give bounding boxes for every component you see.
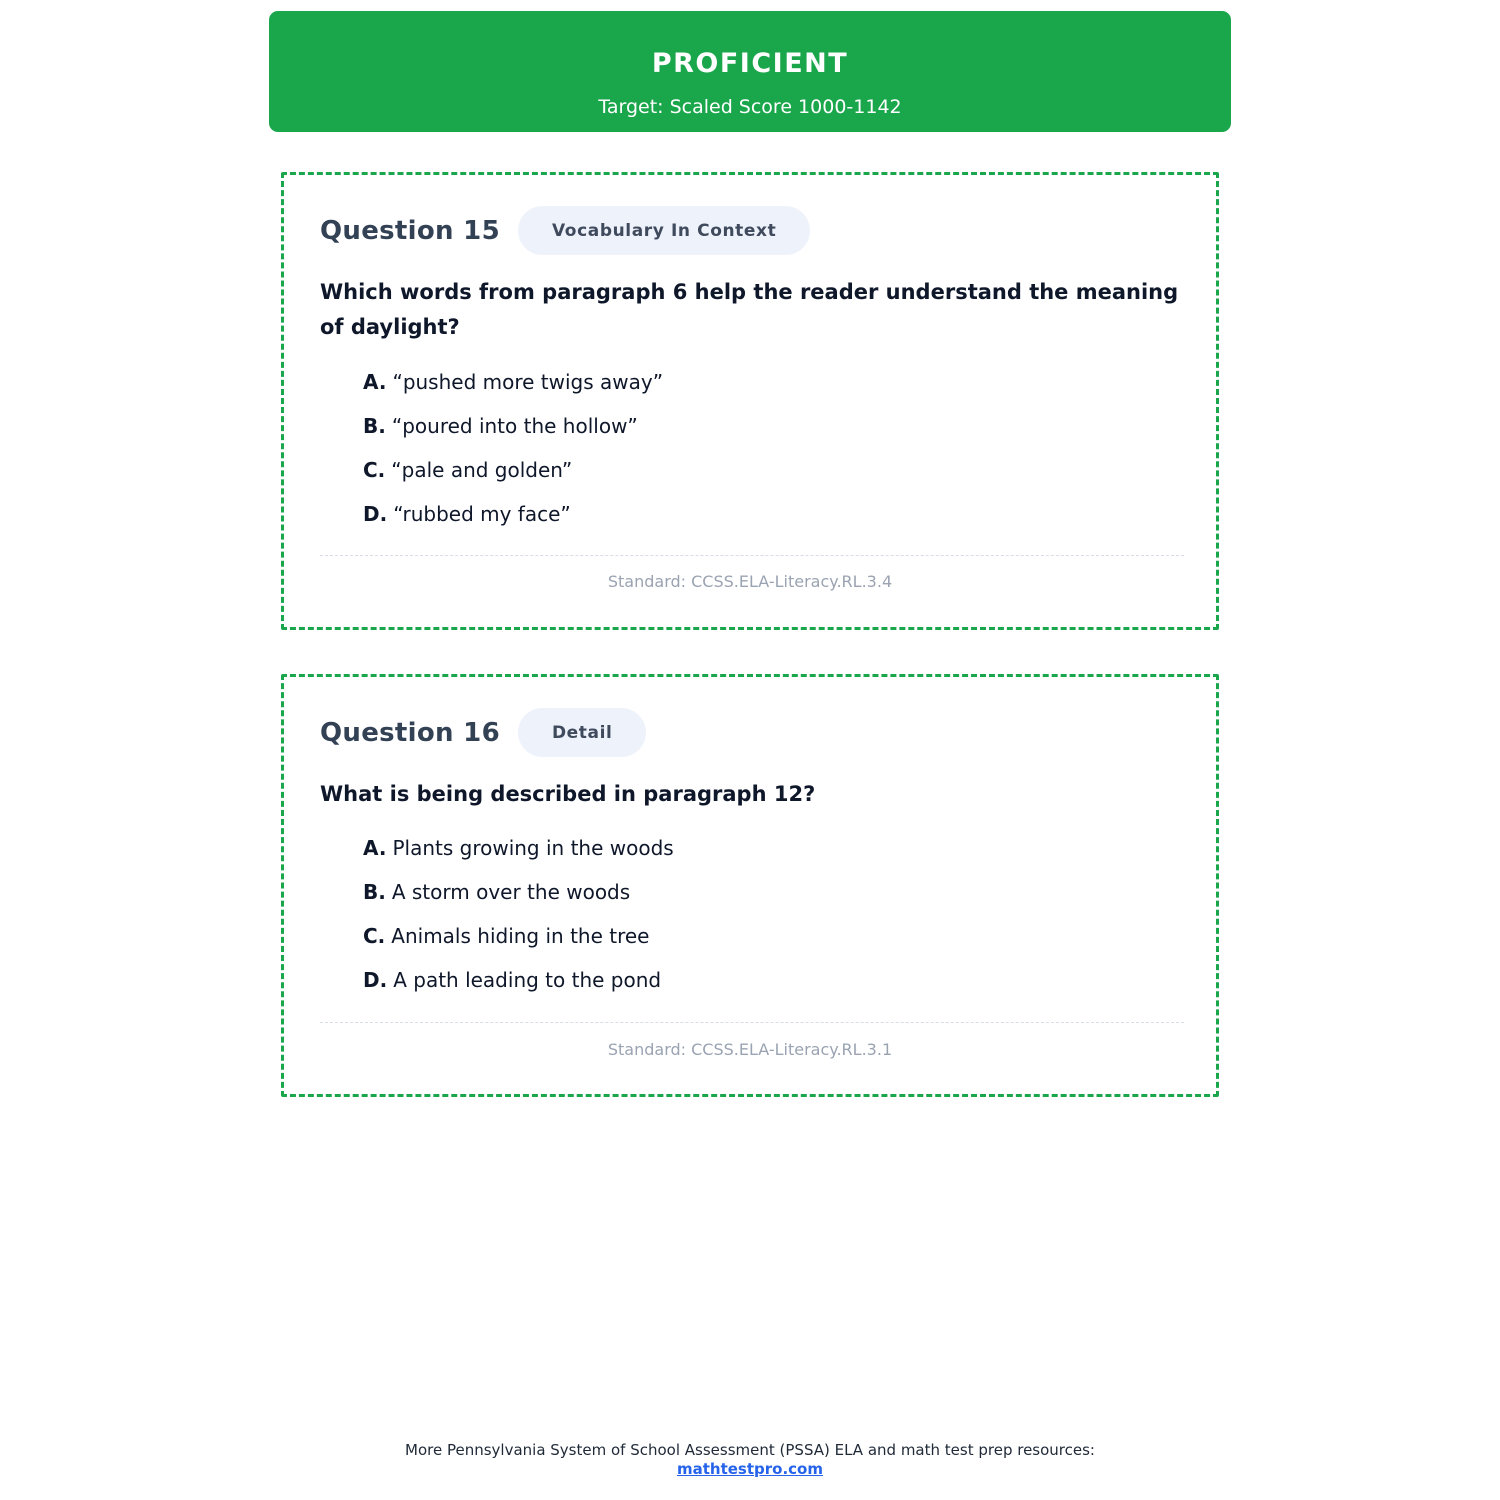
card-divider <box>320 555 1184 556</box>
option-letter: D. <box>363 502 388 526</box>
question-number: Question 16 <box>320 717 500 748</box>
proficiency-banner <box>269 11 1231 132</box>
option-letter: D. <box>363 968 388 992</box>
answer-options <box>363 830 674 1006</box>
question-header <box>320 708 646 757</box>
card-divider <box>320 1022 1184 1023</box>
option-text: “pushed more twigs away” <box>392 370 664 394</box>
option-text: Plants growing in the woods <box>392 836 674 860</box>
answer-option-d[interactable] <box>363 496 663 540</box>
option-text: A storm over the woods <box>391 880 631 904</box>
option-text: A path leading to the pond <box>393 968 662 992</box>
option-text: Animals hiding in the tree <box>391 924 650 948</box>
option-letter: B. <box>363 414 386 438</box>
footer-link[interactable]: mathtestpro.com <box>676 1460 823 1478</box>
banner-subtitle: Target: Scaled Score 1000-1142 <box>598 96 902 118</box>
answer-option-b[interactable] <box>363 874 674 918</box>
question-text: What is being described in paragraph 12? <box>320 782 816 806</box>
option-text: “pale and golden” <box>391 458 573 482</box>
answer-options <box>363 364 663 540</box>
footer-text: More Pennsylvania System of School Assessment (PSSA) ELA and math test prep resources: <box>405 1441 1095 1459</box>
question-category-badge: Vocabulary In Context <box>518 206 810 255</box>
answer-option-d[interactable] <box>363 962 674 1006</box>
question-text: Which words from paragraph 6 help the reader understand the meaning of daylight? <box>320 280 1179 339</box>
footer <box>0 1441 1500 1479</box>
option-text: “rubbed my face” <box>393 502 571 526</box>
question-category-badge: Detail <box>518 708 647 757</box>
question-header <box>320 206 810 255</box>
question-number: Question 15 <box>320 215 500 246</box>
answer-option-c[interactable] <box>363 918 674 962</box>
answer-option-b[interactable] <box>363 408 663 452</box>
option-letter: A. <box>363 370 387 394</box>
standard-label: Standard: CCSS.ELA-Literacy.RL.3.4 <box>607 572 893 591</box>
option-text: “poured into the hollow” <box>391 414 638 438</box>
banner-title: PROFICIENT <box>651 48 849 79</box>
option-letter: C. <box>363 924 386 948</box>
option-letter: B. <box>363 880 386 904</box>
answer-option-a[interactable] <box>363 830 674 874</box>
answer-option-a[interactable] <box>363 364 663 408</box>
option-letter: C. <box>363 458 386 482</box>
answer-option-c[interactable] <box>363 452 663 496</box>
question-card-16 <box>281 674 1219 1097</box>
standard-label: Standard: CCSS.ELA-Literacy.RL.3.1 <box>607 1040 893 1059</box>
question-card-15 <box>281 172 1219 630</box>
option-letter: A. <box>363 836 387 860</box>
